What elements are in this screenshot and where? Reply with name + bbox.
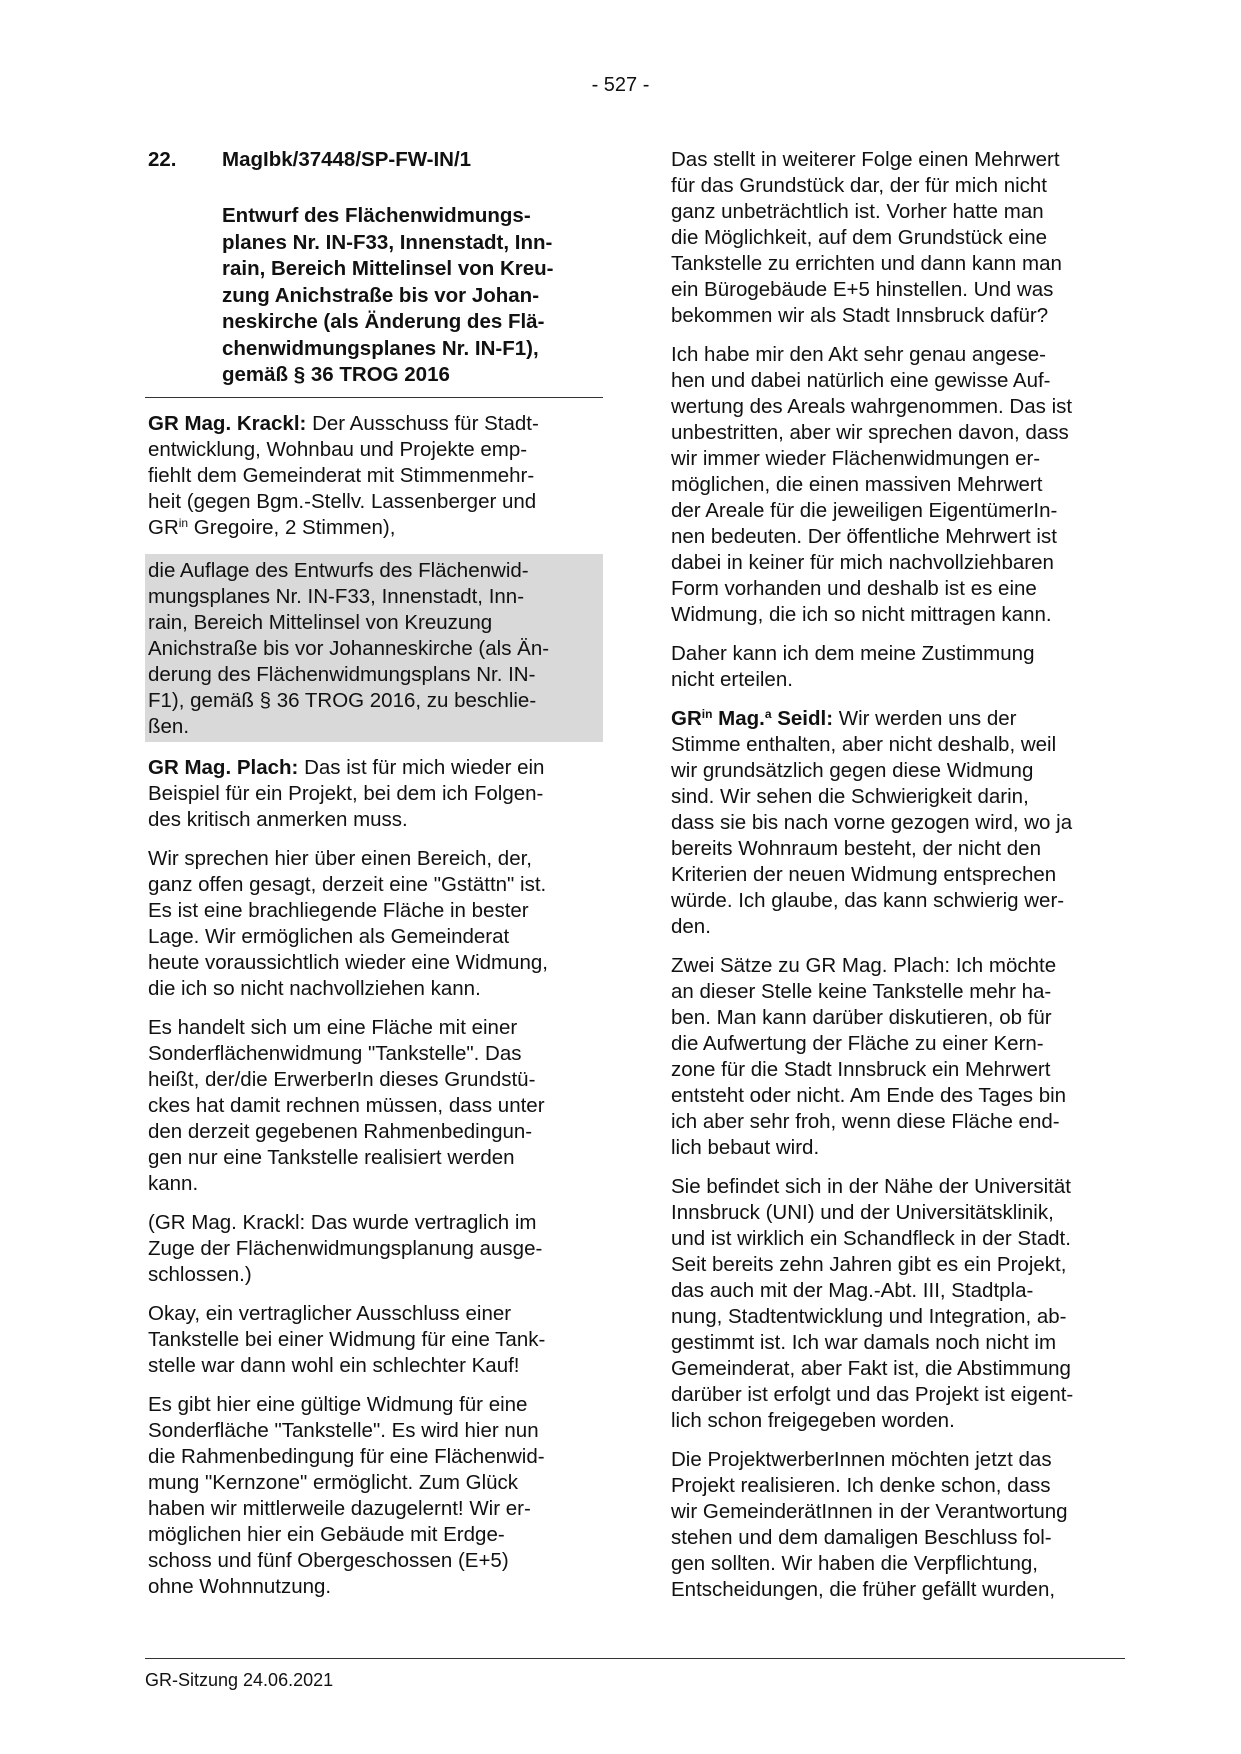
text-line: Entwurf des Flächenwidmungs- bbox=[222, 204, 531, 227]
text-line: hen und dabei natürlich eine gewisse Auf- bbox=[671, 369, 1051, 392]
text-line: die Rahmenbedingung für eine Flächenwid- bbox=[148, 1444, 545, 1468]
seidl-gr-superscript: in bbox=[701, 707, 713, 721]
right-paragraphs-a bbox=[671, 147, 1123, 693]
paragraph bbox=[148, 846, 600, 1002]
text-line: Wir sprechen hier über einen Bereich, der, bbox=[148, 846, 533, 870]
text-line: wertung des Areals wahrgenommen. Das ist bbox=[671, 395, 1073, 418]
text-line: bereits Wohnraum besteht, der nicht den bbox=[671, 837, 1041, 860]
text-line: rain, Bereich Mittelinsel von Kreuzung bbox=[148, 610, 493, 634]
text-line: Sie befindet sich in der Nähe der Universität bbox=[671, 1175, 1071, 1198]
text-line: Tankstelle bei einer Widmung für eine Tank- bbox=[148, 1327, 546, 1351]
text-line: chenwidmungsplanes Nr. IN-F1), bbox=[222, 336, 539, 360]
agenda-item-code: MagIbk/37448/SP-FW-IN/1 bbox=[222, 148, 472, 171]
seidl-statement bbox=[671, 706, 1123, 940]
text-line: gen nur eine Tankstelle realisiert werden bbox=[148, 1145, 515, 1169]
speaker-seidl bbox=[671, 707, 833, 730]
text-line: rain, Bereich Mittelinsel von Kreu- bbox=[222, 257, 554, 280]
text-line: heißt, der/die ErwerberIn dieses Grundstü- bbox=[148, 1067, 536, 1091]
text-line: den. bbox=[671, 915, 711, 938]
left-paragraphs bbox=[148, 846, 600, 1600]
paragraph bbox=[148, 1301, 600, 1379]
text-line: gen sollten. Wir haben die Verpflichtung, bbox=[671, 1552, 1038, 1575]
seidl-gr: GR bbox=[671, 707, 702, 730]
text-line: Es handelt sich um eine Fläche mit einer bbox=[148, 1015, 518, 1039]
paragraph bbox=[671, 342, 1123, 628]
text-line: die Auflage des Entwurfs des Flächenwid- bbox=[148, 558, 529, 582]
left-column bbox=[148, 147, 600, 1613]
text-line: entwicklung, Wohnbau und Projekte emp- bbox=[148, 437, 528, 461]
text-line: des kritisch anmerken muss. bbox=[148, 807, 408, 831]
footer-session-date: GR-Sitzung 24.06.2021 bbox=[145, 1670, 334, 1690]
paragraph bbox=[671, 1174, 1123, 1434]
text-line: stelle war dann wohl ein schlechter Kauf! bbox=[148, 1353, 520, 1377]
text-line: Beispiel für ein Projekt, bei dem ich Folgen- bbox=[148, 781, 544, 805]
seidl-mag: Mag. bbox=[718, 707, 765, 730]
text-line: Daher kann ich dem meine Zustimmung bbox=[671, 642, 1035, 665]
paragraph bbox=[148, 1210, 600, 1288]
text-line: würde. Ich glaube, das kann schwierig wer- bbox=[671, 889, 1065, 912]
text-line: wir immer wieder Flächenwidmungen er- bbox=[671, 447, 1041, 470]
agenda-item-title bbox=[222, 203, 600, 389]
text-line: F1), gemäß § 36 TROG 2016, zu beschlie- bbox=[148, 688, 537, 712]
text-line: Lage. Wir ermöglichen als Gemeinderat bbox=[148, 924, 510, 948]
text-line: das auch mit der Mag.-Abt. III, Stadtpla- bbox=[671, 1279, 1034, 1302]
seidl-mag-superscript: a bbox=[764, 707, 772, 721]
text-line: Projekt realisieren. Ich denke schon, dass bbox=[671, 1474, 1051, 1497]
text-line: heute voraussichtlich wieder eine Widmung, bbox=[148, 950, 548, 974]
page-number: - 527 - bbox=[591, 74, 650, 96]
text-line: ohne Wohnnutzung. bbox=[148, 1574, 332, 1598]
text-line: (GR Mag. Krackl: Das wurde vertraglich im bbox=[148, 1210, 537, 1234]
text-line: Zuge der Flächenwidmungsplanung ausge- bbox=[148, 1236, 543, 1260]
text-line: zone für die Stadt Innsbruck ein Mehrwert bbox=[671, 1058, 1051, 1081]
text-line: mungsplanes Nr. IN-F33, Innenstadt, Inn- bbox=[148, 584, 525, 608]
text-line: nen bedeuten. Der öffentliche Mehrwert ist bbox=[671, 525, 1057, 548]
text-line: Es ist eine brachliegende Fläche in bester bbox=[148, 898, 529, 922]
krackl-text-end: Gregoire, 2 Stimmen), bbox=[193, 515, 396, 539]
text-line: Das stellt in weiterer Folge einen Mehrwert bbox=[671, 148, 1060, 171]
text-line: unbestritten, aber wir sprechen davon, dass bbox=[671, 421, 1069, 444]
text-line: dass sie bis nach vorne gezogen wird, wo ja bbox=[671, 811, 1073, 834]
text-line: nicht erteilen. bbox=[671, 668, 793, 691]
text-line: mung "Kernzone" ermöglicht. Zum Glück bbox=[148, 1470, 519, 1494]
plach-statement bbox=[148, 755, 600, 833]
text-line: Gemeinderat, aber Fakt ist, die Abstimmung bbox=[671, 1357, 1071, 1380]
text-line: schoss und fünf Obergeschossen (E+5) bbox=[148, 1548, 509, 1572]
paragraph bbox=[148, 1392, 600, 1600]
right-paragraphs-b bbox=[671, 953, 1123, 1603]
text-line: Seit bereits zehn Jahren gibt es ein Projekt, bbox=[671, 1253, 1067, 1276]
text-line: Entscheidungen, die früher gefällt wurden, bbox=[671, 1578, 1056, 1601]
text-line: möglichen hier ein Gebäude mit Erdge- bbox=[148, 1522, 505, 1546]
text-line: Kriterien der neuen Widmung entsprechen bbox=[671, 863, 1057, 886]
text-line: wir GemeinderätInnen in der Verantwortung bbox=[671, 1500, 1068, 1523]
text-line: Die ProjektwerberInnen möchten jetzt das bbox=[671, 1448, 1052, 1471]
text-line: ein Bürogebäude E+5 hinstellen. Und was bbox=[671, 278, 1054, 301]
text-line: ckes hat damit rechnen müssen, dass unter bbox=[148, 1093, 545, 1117]
text-line: neskirche (als Änderung des Flä- bbox=[222, 310, 545, 333]
text-line: den derzeit gegebenen Rahmenbedingun- bbox=[148, 1119, 533, 1143]
text-line: stehen und dem damaligen Beschluss fol- bbox=[671, 1526, 1052, 1549]
page-footer bbox=[145, 1658, 1125, 1693]
text-line: an dieser Stelle keine Tankstelle mehr ha- bbox=[671, 980, 1052, 1003]
text-line: die Aufwertung der Fläche zu einer Kern- bbox=[671, 1032, 1044, 1055]
agenda-item-header bbox=[148, 147, 600, 173]
text-line: ganz unbeträchtlich ist. Vorher hatte man bbox=[671, 200, 1044, 223]
text-line: Wir werden uns der bbox=[838, 707, 1017, 730]
text-line: ich aber sehr froh, wenn diese Fläche end- bbox=[671, 1110, 1060, 1133]
title-divider bbox=[145, 397, 603, 398]
text-line: ganz offen gesagt, derzeit eine "Gstättn" ist. bbox=[148, 872, 547, 896]
text-line: dabei in keiner für mich nachvollziehbaren bbox=[671, 551, 1054, 574]
paragraph bbox=[671, 953, 1123, 1161]
text-line: ben. Man kann darüber diskutieren, ob für bbox=[671, 1006, 1052, 1029]
text-line: Das ist für mich wieder ein bbox=[304, 755, 545, 779]
text-line: Widmung, die ich so nicht mittragen kann. bbox=[671, 603, 1052, 626]
text-line: die Möglichkeit, auf dem Grundstück eine bbox=[671, 226, 1048, 249]
text-line: fiehlt dem Gemeinderat mit Stimmenmehr- bbox=[148, 463, 535, 487]
text-line: Stimme enthalten, aber nicht deshalb, weil bbox=[671, 733, 1057, 756]
seidl-text bbox=[671, 707, 1072, 938]
speaker-plach: GR Mag. Plach: bbox=[148, 755, 299, 779]
text-line: wir grundsätzlich gegen diese Widmung bbox=[671, 759, 1034, 782]
text-line: Sonderflächenwidmung "Tankstelle". Das bbox=[148, 1041, 522, 1065]
text-line: entsteht oder nicht. Am Ende des Tages bin bbox=[671, 1084, 1067, 1107]
text-line: möglichen, die einen massiven Mehrwert bbox=[671, 473, 1043, 496]
text-line: kann. bbox=[148, 1171, 199, 1195]
text-line: schlossen.) bbox=[148, 1262, 252, 1286]
right-column bbox=[671, 147, 1123, 1616]
agenda-item-number: 22. bbox=[148, 148, 177, 171]
gr-title: GR bbox=[148, 515, 179, 539]
text-line: Zwei Sätze zu GR Mag. Plach: Ich möchte bbox=[671, 954, 1057, 977]
text-line: nung, Stadtentwicklung und Integration, ab- bbox=[671, 1305, 1067, 1328]
text-line: lich schon freigegeben worden. bbox=[671, 1409, 955, 1432]
text-line: zung Anichstraße bis vor Johan- bbox=[222, 283, 540, 307]
text-line: und ist wirklich ein Schandfleck in der Stadt. bbox=[671, 1227, 1071, 1250]
text-line: sind. Wir sehen die Schwierigkeit darin, bbox=[671, 785, 1029, 808]
text-line: haben wir mittlerweile dazugelernt! Wir er- bbox=[148, 1496, 531, 1520]
text-line: darüber ist erfolgt und das Projekt ist eigent- bbox=[671, 1383, 1074, 1406]
text-line: für das Grundstück dar, der für mich nicht bbox=[671, 174, 1047, 197]
paragraph bbox=[671, 1447, 1123, 1603]
text-line: lich bebaut wird. bbox=[671, 1136, 820, 1159]
text-line: Der Ausschuss für Stadt- bbox=[312, 411, 539, 435]
text-line: Es gibt hier eine gültige Widmung für eine bbox=[148, 1392, 528, 1416]
text-line: gemäß § 36 TROG 2016 bbox=[222, 363, 450, 386]
krackl-statement bbox=[148, 411, 600, 541]
gr-title-superscript: in bbox=[178, 515, 189, 530]
text-line: Okay, ein vertraglicher Ausschluss einer bbox=[148, 1301, 512, 1325]
text-line: bekommen wir als Stadt Innsbruck dafür? bbox=[671, 304, 1049, 327]
text-line: die ich so nicht nachvollziehen kann. bbox=[148, 976, 481, 1000]
seidl-name: Seidl: bbox=[777, 707, 834, 730]
text-line: gestimmt ist. Ich war damals noch nicht im bbox=[671, 1331, 1057, 1354]
paragraph bbox=[148, 1015, 600, 1197]
motion-highlight bbox=[145, 554, 603, 742]
text-line: der Areale für die jeweiligen EigentümerIn- bbox=[671, 499, 1058, 522]
text-line: Sonderfläche "Tankstelle". Es wird hier nun bbox=[148, 1418, 539, 1442]
text-line: planes Nr. IN-F33, Innenstadt, Inn- bbox=[222, 230, 553, 254]
speaker-krackl: GR Mag. Krackl: bbox=[148, 411, 307, 435]
paragraph bbox=[671, 641, 1123, 693]
text-line: heit (gegen Bgm.-Stellv. Lassenberger und bbox=[148, 489, 537, 513]
text-line: Innsbruck (UNI) und der Universitätsklinik, bbox=[671, 1201, 1054, 1224]
text-line: Tankstelle zu errichten und dann kann man bbox=[671, 252, 1062, 275]
text-line: Ich habe mir den Akt sehr genau angese- bbox=[671, 343, 1046, 366]
text-line: ßen. bbox=[148, 714, 190, 738]
text-line: Form vorhanden und deshalb ist es eine bbox=[671, 577, 1037, 600]
text-line: derung des Flächenwidmungsplans Nr. IN- bbox=[148, 662, 536, 686]
text-line: Anichstraße bis vor Johanneskirche (als Än- bbox=[148, 636, 550, 660]
paragraph bbox=[671, 147, 1123, 329]
